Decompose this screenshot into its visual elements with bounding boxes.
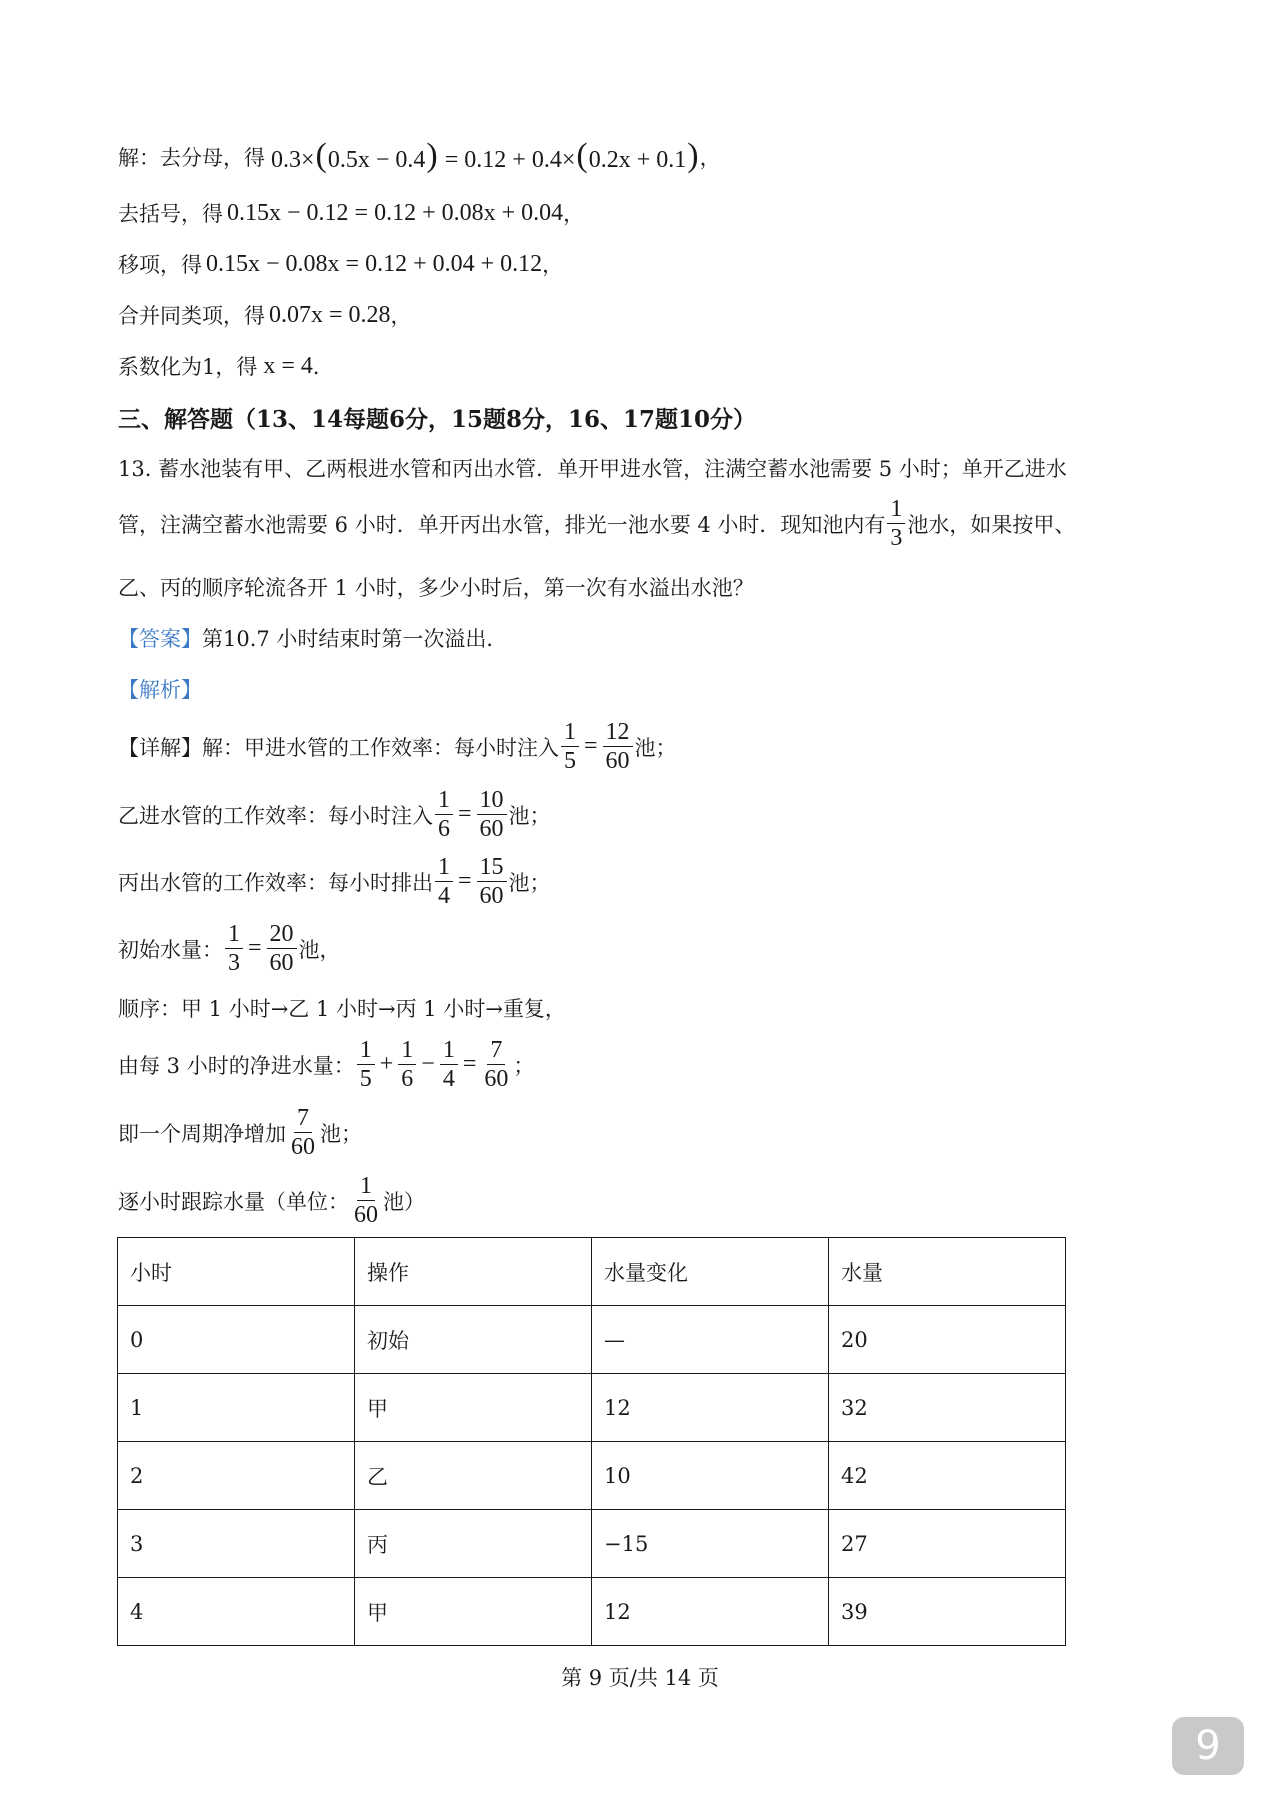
table-cell: 甲 — [355, 1374, 592, 1442]
fraction-numerator: 7 — [487, 1036, 505, 1065]
question-line-2 — [118, 495, 1075, 552]
solution-line-5 — [118, 351, 334, 381]
detail-text: 由每 3 小时的净进水量： — [118, 1053, 355, 1078]
fraction-denominator: 4 — [438, 883, 450, 909]
fraction-numerator: 15 — [477, 853, 507, 882]
fraction-denominator: 4 — [442, 1066, 455, 1092]
fraction-denominator: 60 — [269, 950, 294, 976]
fraction-denominator: 6 — [438, 816, 450, 842]
fraction-numerator: 1 — [398, 1036, 416, 1065]
fraction-denominator: 60 — [605, 748, 630, 774]
table-header-cell: 操作 — [355, 1238, 592, 1306]
fraction — [561, 718, 579, 775]
detail-unit: 池； — [508, 803, 551, 828]
table-cell: 乙 — [355, 1442, 592, 1510]
table-cell: — — [592, 1306, 829, 1374]
table-header-cell: 水量 — [829, 1238, 1066, 1306]
question-text: 池水，如果按甲、 — [907, 512, 1076, 537]
detail-unit: 池， — [298, 937, 341, 962]
detail-text: 初始水量： — [118, 937, 223, 962]
punctuation: ． — [312, 355, 334, 379]
fraction — [440, 1036, 458, 1093]
table-cell: 0 — [118, 1306, 355, 1374]
equation-part: 0.2x + 0.1 — [588, 147, 687, 173]
equation-part: 0.5x − 0.4 — [327, 147, 426, 173]
fraction — [288, 1104, 318, 1161]
question-line-3: 乙、丙的顺序轮流各开 1 小时，多少小时后，第一次有水溢出水池？ — [118, 576, 754, 600]
fraction-denominator: 60 — [291, 1134, 315, 1160]
table-header-row — [118, 1238, 1066, 1306]
fraction-numerator: 1 — [357, 1172, 375, 1201]
fraction-denominator: 3 — [890, 525, 903, 551]
equals-sign: = — [462, 1051, 477, 1077]
solution-line-4 — [118, 300, 412, 330]
equals-sign: = — [584, 733, 598, 759]
detail-row-initial — [118, 920, 341, 977]
punctuation: ， — [563, 202, 585, 226]
table-header-cell: 水量变化 — [592, 1238, 829, 1306]
fraction-numerator: 1 — [435, 853, 453, 882]
table-cell: 12 — [592, 1374, 829, 1442]
solution-step-text: 去括号，得 — [118, 202, 223, 226]
detail-unit: 池； — [508, 870, 551, 895]
detail-unit: 池） — [383, 1189, 425, 1214]
paren-open: ( — [315, 137, 327, 174]
fraction-numerator: 12 — [603, 718, 633, 747]
solution-step-text: 系数化为1，得 — [118, 355, 258, 379]
table-cell: 1 — [118, 1374, 355, 1442]
detail-unit: 池； — [320, 1121, 362, 1146]
equation-part: = 0.12 + 0.4× — [438, 147, 576, 173]
fraction-numerator: 1 — [435, 786, 453, 815]
plus-sign: + — [379, 1051, 394, 1077]
detail-text: 逐小时跟踪水量（单位： — [118, 1189, 349, 1214]
table-cell: 初始 — [355, 1306, 592, 1374]
table-header-cell: 小时 — [118, 1238, 355, 1306]
fraction-numerator: 1 — [225, 920, 243, 949]
detail-text: 即一个周期净增加 — [118, 1121, 286, 1146]
fraction-denominator: 60 — [484, 1066, 509, 1092]
detail-row-tracking — [118, 1172, 425, 1229]
equals-sign: = — [248, 935, 262, 961]
equation: x = 4 — [263, 352, 313, 379]
solution-line-2 — [118, 198, 584, 228]
table-row — [118, 1578, 1066, 1646]
detail-row-net — [118, 1036, 534, 1093]
table-cell: 20 — [829, 1306, 1066, 1374]
section-heading: 三、解答题（13、14每题6分，15题8分，16、17题10分） — [118, 406, 757, 433]
detail-row-order: 顺序：甲 1 小时→乙 1 小时→丙 1 小时→重复， — [118, 997, 566, 1021]
answer-line — [118, 623, 507, 653]
fraction-numerator: 7 — [294, 1104, 312, 1133]
detail-row-bing — [118, 853, 551, 910]
equation: 0.15x − 0.08x = 0.12 + 0.04 + 0.12 — [206, 250, 543, 277]
fraction-denominator: 60 — [354, 1202, 378, 1228]
fraction — [435, 853, 453, 910]
answer-text: 第10.7 小时结束时第一次溢出． — [202, 627, 508, 651]
punctuation: ； — [513, 1053, 535, 1078]
fraction-numerator: 20 — [267, 920, 297, 949]
table-cell: 12 — [592, 1578, 829, 1646]
solution-line-1 — [118, 138, 721, 176]
detail-row-cycle — [118, 1104, 362, 1161]
fraction-denominator: 3 — [228, 950, 240, 976]
fraction-denominator: 5 — [359, 1066, 372, 1092]
table-cell: 甲 — [355, 1578, 592, 1646]
table-cell: −15 — [592, 1510, 829, 1578]
minus-sign: − — [421, 1051, 435, 1077]
paren-close: ) — [687, 137, 699, 174]
detail-tag: 【详解】 — [118, 735, 202, 760]
question-text: 管，注满空蓄水池需要 6 小时．单开丙出水管，排光一池水要 4 小时．现知池内有 — [118, 512, 886, 537]
fraction-denominator: 6 — [401, 1066, 414, 1092]
detail-text: 解：甲进水管的工作效率：每小时注入 — [202, 735, 559, 760]
equals-sign: = — [458, 868, 472, 894]
table-cell: 丙 — [355, 1510, 592, 1578]
fraction — [225, 920, 243, 977]
fraction — [481, 1036, 511, 1093]
paren-open: ( — [576, 137, 588, 174]
fraction-numerator: 10 — [477, 786, 507, 815]
equation-part: 0.3× — [271, 147, 315, 173]
table-cell: 3 — [118, 1510, 355, 1578]
fraction-numerator: 1 — [357, 1036, 375, 1065]
table-cell: 10 — [592, 1442, 829, 1510]
solution-step-text: 移项，得 — [118, 253, 202, 277]
analysis-tag: 【解析】 — [118, 678, 202, 702]
solution-step-text: 解：去分母，得 — [118, 146, 265, 170]
fraction — [398, 1036, 416, 1093]
detail-text: 丙出水管的工作效率：每小时排出 — [118, 870, 433, 895]
page-footer: 第 9 页/共 14 页 — [561, 1666, 719, 1690]
detail-row-yi — [118, 786, 551, 843]
fraction — [887, 495, 905, 552]
table-cell: 27 — [829, 1510, 1066, 1578]
fraction — [357, 1036, 375, 1093]
detail-row-jia — [118, 718, 677, 775]
fraction — [603, 718, 633, 775]
equation: 0.07x = 0.28 — [269, 301, 391, 328]
paren-close: ) — [426, 137, 438, 174]
page-number-badge: 9 — [1172, 1717, 1244, 1775]
detail-unit: 池； — [634, 735, 677, 760]
question-line-1: 13. 蓄水池装有甲、乙两根进水管和丙出水管．单开甲进水管，注满空蓄水池需要 5 小时；单开乙进水 — [118, 457, 1067, 481]
punctuation: ， — [699, 146, 721, 170]
fraction — [351, 1172, 381, 1229]
table-row — [118, 1510, 1066, 1578]
fraction — [267, 920, 297, 977]
fraction — [477, 786, 507, 843]
detail-text: 乙进水管的工作效率：每小时注入 — [118, 803, 433, 828]
analysis-line — [118, 674, 202, 704]
table-cell: 39 — [829, 1578, 1066, 1646]
table-cell: 42 — [829, 1442, 1066, 1510]
equals-sign: = — [458, 801, 472, 827]
fraction-denominator: 60 — [479, 816, 504, 842]
solution-line-3 — [118, 249, 563, 279]
fraction-numerator: 1 — [440, 1036, 458, 1065]
fraction — [477, 853, 507, 910]
solution-step-text: 合并同类项，得 — [118, 304, 265, 328]
table-cell: 32 — [829, 1374, 1066, 1442]
fraction-denominator: 5 — [564, 748, 576, 774]
punctuation: ， — [390, 304, 412, 328]
table-row — [118, 1306, 1066, 1374]
table-row — [118, 1374, 1066, 1442]
water-level-table — [117, 1237, 1066, 1646]
table-cell: 2 — [118, 1442, 355, 1510]
answer-tag: 【答案】 — [118, 627, 202, 651]
fraction-numerator: 1 — [887, 495, 905, 524]
fraction-denominator: 60 — [479, 883, 504, 909]
table-cell: 4 — [118, 1578, 355, 1646]
punctuation: ， — [542, 253, 564, 277]
table-row — [118, 1442, 1066, 1510]
equation — [271, 138, 700, 176]
fraction-numerator: 1 — [561, 718, 579, 747]
equation: 0.15x − 0.12 = 0.12 + 0.08x + 0.04 — [227, 199, 564, 226]
fraction — [435, 786, 453, 843]
